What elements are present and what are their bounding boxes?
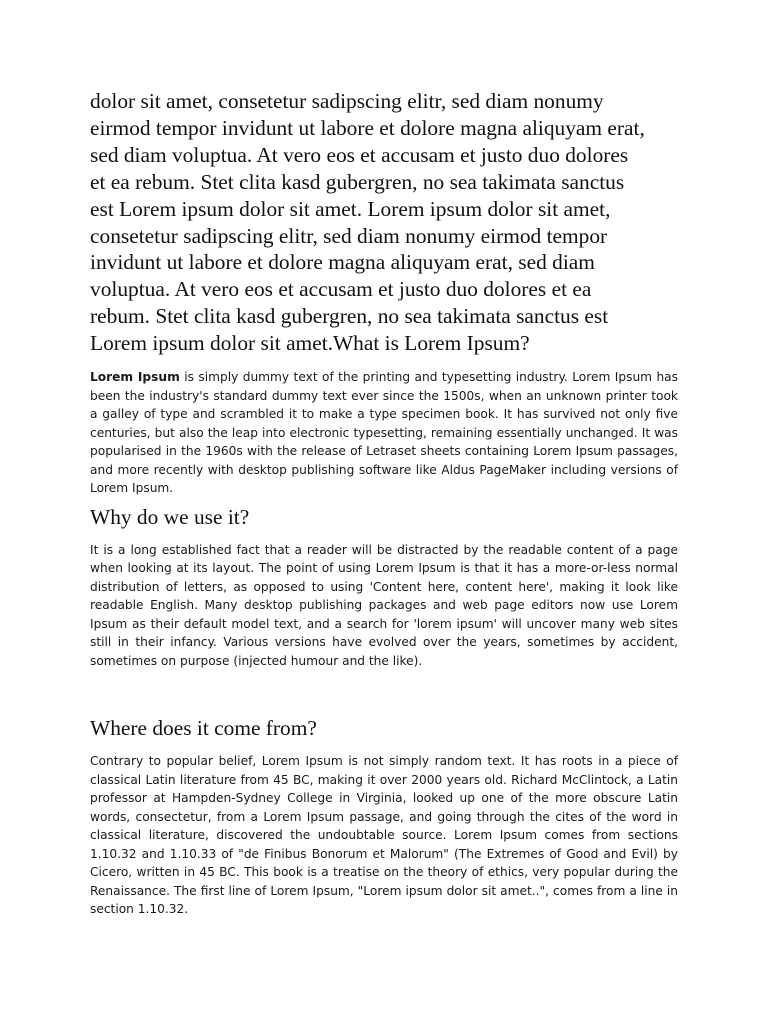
intro-line: rebum. Stet clita kasd gubergren, no sea takimata sanctus est <box>90 304 609 329</box>
intro-line: est Lorem ipsum dolor sit amet. Lorem ipsum dolor sit amet, <box>90 196 611 221</box>
where-paragraph: Contrary to popular belief, Lorem Ipsum is not simply random text. It has roots in a piece of classical Latin literature from 45 BC, making it over 2000 years old. Richard McClintock, a Latin professor at Hampden-Sydney College in Virginia, looked up one of the more obscure Latin words, consectetur, from a Lorem Ipsum passage, and going through the cites of the word in classical literature, discovered the undoubtable source. Lorem Ipsum comes from sections 1.10.32 and 1.10.33 of "de Finibus Bonorum et Malorum" (The Extremes of Good and Evil) by Cicero, written in 45 BC. This book is a treatise on the theory of ethics, very popular during the Renaissance. The first line of Lorem Ipsum, "Lorem ipsum dolor sit amet..", comes from a line in section 1.10.32. <box>90 754 678 917</box>
what-is-paragraph <box>90 368 678 498</box>
document-page <box>90 88 678 919</box>
where-heading: Where does it come from? <box>90 716 317 741</box>
intro-line: sed diam voluptua. At vero eos et accusam et justo duo dolores <box>90 142 629 167</box>
why-heading: Why do we use it? <box>90 504 250 529</box>
intro-line: et ea rebum. Stet clita kasd gubergren, no sea takimata sanctus <box>90 169 625 194</box>
intro-line: voluptua. At vero eos et accusam et justo duo dolores et ea <box>90 277 592 302</box>
why-paragraph: It is a long established fact that a reader will be distracted by the readable content of a page when looking at its layout. The point of using Lorem Ipsum is that it has a more-or-less normal distribution of letters, as opposed to using 'Content here, content here', making it look like readable English. Many desktop publishing packages and web page editors now use Lorem Ipsum as their default model text, and a search for 'lorem ipsum' will uncover many web sites still in their infancy. Various versions have evolved over the years, sometimes by accident, sometimes on purpose (injected humour and the like). <box>90 542 678 668</box>
bold-lead: Lorem Ipsum <box>90 370 180 385</box>
intro-line: eirmod tempor invidunt ut labore et dolore magna aliquyam erat, <box>90 115 645 140</box>
intro-line: consetetur sadipscing elitr, sed diam nonumy eirmod tempor <box>90 223 608 248</box>
intro-line: invidunt ut labore et dolore magna aliquyam erat, sed diam <box>90 250 595 275</box>
what-is-text: is simply dummy text of the printing and typesetting industry. Lorem Ipsum has been the industry's standard dummy text ever since the 1500s, when an unknown printer took a galley of type and scrambled it to make a type specimen book. It has survived not only five centuries, but also the leap into electronic typesetting, remaining essentially unchanged. It was popularised in the 1960s with the release of Letraset sheets containing Lorem Ipsum passages, and more recently with desktop publishing software like Aldus PageMaker including versions of Lorem Ipsum. <box>90 370 679 496</box>
intro-paragraph <box>90 88 678 357</box>
intro-line: Lorem ipsum dolor sit amet.What is Lorem Ipsum? <box>90 331 530 356</box>
intro-line: dolor sit amet, consetetur sadipscing elitr, sed diam nonumy <box>90 89 604 113</box>
